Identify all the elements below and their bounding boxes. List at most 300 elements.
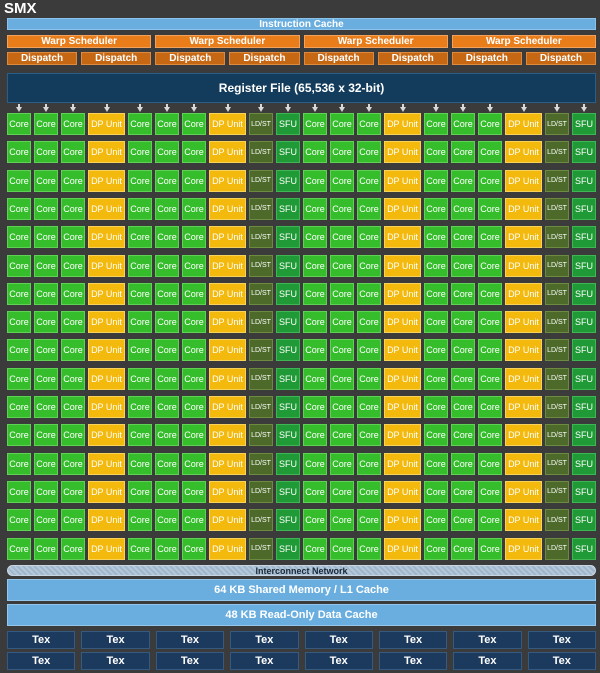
dp-unit-cell: DP Unit <box>209 481 246 503</box>
core-cell: Core <box>424 509 448 531</box>
core-cell: Core <box>330 339 354 361</box>
dp-unit-cell: DP Unit <box>505 226 542 248</box>
core-cell: Core <box>451 509 475 531</box>
core-cell: Core <box>34 453 58 475</box>
sfu-cell: SFU <box>572 283 596 305</box>
dp-unit-cell: DP Unit <box>384 255 421 277</box>
dp-unit-cell: DP Unit <box>209 424 246 446</box>
core-cell: Core <box>128 283 152 305</box>
arrow-head <box>43 107 49 112</box>
sfu-cell: SFU <box>276 170 300 192</box>
dp-unit-cell: DP Unit <box>88 453 125 475</box>
core-cell: Core <box>357 283 381 305</box>
core-cell: Core <box>478 170 502 192</box>
dispatch-unit-7: Dispatch <box>452 52 522 65</box>
core-cell: Core <box>330 170 354 192</box>
tex-unit: Tex <box>230 631 298 649</box>
sfu-cell: SFU <box>276 396 300 418</box>
core-cell: Core <box>128 368 152 390</box>
dp-unit-cell: DP Unit <box>88 368 125 390</box>
arrow-head <box>487 107 493 112</box>
sfu-cell: SFU <box>572 424 596 446</box>
tex-unit: Tex <box>156 652 224 670</box>
core-cell: Core <box>330 481 354 503</box>
core-cell: Core <box>128 113 152 135</box>
core-cell: Core <box>7 141 31 163</box>
down-arrow-icon <box>285 104 291 112</box>
arrow-head <box>104 107 110 112</box>
core-cell: Core <box>424 339 448 361</box>
core-cell: Core <box>182 141 206 163</box>
core-cell: Core <box>330 396 354 418</box>
core-cell: Core <box>451 170 475 192</box>
core-cell: Core <box>424 170 448 192</box>
core-cell: Core <box>7 113 31 135</box>
core-cell: Core <box>34 424 58 446</box>
core-cell: Core <box>155 198 179 220</box>
core-cell: Core <box>182 170 206 192</box>
core-cell: Core <box>155 368 179 390</box>
core-cell: Core <box>182 396 206 418</box>
core-cell: Core <box>7 396 31 418</box>
ldst-cell: LD/ST <box>545 509 569 531</box>
core-cell: Core <box>182 283 206 305</box>
interconnect-network: Interconnect Network <box>7 565 596 576</box>
core-cell: Core <box>424 481 448 503</box>
core-cell: Core <box>357 538 381 560</box>
core-cell: Core <box>303 255 327 277</box>
core-cell: Core <box>155 141 179 163</box>
sfu-cell: SFU <box>572 141 596 163</box>
sfu-cell: SFU <box>276 255 300 277</box>
core-cell: Core <box>7 509 31 531</box>
core-cell: Core <box>330 283 354 305</box>
dp-unit-cell: DP Unit <box>88 113 125 135</box>
core-cell: Core <box>34 396 58 418</box>
core-cell: Core <box>478 339 502 361</box>
core-cell: Core <box>424 396 448 418</box>
core-cell: Core <box>155 339 179 361</box>
ldst-cell: LD/ST <box>545 255 569 277</box>
core-cell: Core <box>424 283 448 305</box>
core-cell: Core <box>7 255 31 277</box>
warp-scheduler-4: Warp Scheduler <box>452 35 596 48</box>
core-cell: Core <box>7 368 31 390</box>
core-cell: Core <box>155 509 179 531</box>
sfu-cell: SFU <box>572 113 596 135</box>
sfu-cell: SFU <box>276 538 300 560</box>
dp-unit-cell: DP Unit <box>88 283 125 305</box>
core-cell: Core <box>478 198 502 220</box>
core-cell: Core <box>303 141 327 163</box>
dp-unit-cell: DP Unit <box>88 255 125 277</box>
instruction-cache: Instruction Cache <box>7 18 596 30</box>
dp-unit-cell: DP Unit <box>384 141 421 163</box>
dp-unit-cell: DP Unit <box>88 339 125 361</box>
tex-unit: Tex <box>156 631 224 649</box>
dp-unit-cell: DP Unit <box>505 170 542 192</box>
sfu-cell: SFU <box>572 226 596 248</box>
tex-unit: Tex <box>379 652 447 670</box>
core-cell: Core <box>61 396 85 418</box>
core-cell: Core <box>451 113 475 135</box>
dp-unit-cell: DP Unit <box>209 283 246 305</box>
ldst-cell: LD/ST <box>249 283 273 305</box>
core-cell: Core <box>7 538 31 560</box>
core-cell: Core <box>61 113 85 135</box>
core-cell: Core <box>182 226 206 248</box>
dp-unit-cell: DP Unit <box>384 481 421 503</box>
sfu-cell: SFU <box>572 453 596 475</box>
warp-scheduler-3: Warp Scheduler <box>304 35 448 48</box>
core-cell: Core <box>424 311 448 333</box>
core-cell: Core <box>303 396 327 418</box>
core-cell: Core <box>478 311 502 333</box>
sfu-cell: SFU <box>572 255 596 277</box>
core-cell: Core <box>478 396 502 418</box>
core-cell: Core <box>330 198 354 220</box>
sfu-cell: SFU <box>572 538 596 560</box>
down-arrow-icon <box>400 104 406 112</box>
core-cell: Core <box>7 170 31 192</box>
ldst-cell: LD/ST <box>545 113 569 135</box>
core-cell: Core <box>155 255 179 277</box>
tex-unit: Tex <box>7 631 75 649</box>
core-cell: Core <box>61 226 85 248</box>
arrow-head <box>285 107 291 112</box>
core-cell: Core <box>303 283 327 305</box>
down-arrow-icon <box>70 104 76 112</box>
ldst-cell: LD/ST <box>545 424 569 446</box>
arrow-head <box>366 107 372 112</box>
arrow-head <box>521 107 527 112</box>
tex-unit: Tex <box>305 631 373 649</box>
sfu-cell: SFU <box>276 198 300 220</box>
core-cell: Core <box>34 226 58 248</box>
core-cell: Core <box>155 396 179 418</box>
sfu-cell: SFU <box>276 311 300 333</box>
core-cell: Core <box>61 141 85 163</box>
dp-unit-cell: DP Unit <box>384 396 421 418</box>
ldst-cell: LD/ST <box>545 368 569 390</box>
dp-unit-cell: DP Unit <box>384 283 421 305</box>
ldst-cell: LD/ST <box>249 453 273 475</box>
sfu-cell: SFU <box>276 509 300 531</box>
dp-unit-cell: DP Unit <box>505 113 542 135</box>
sfu-cell: SFU <box>276 368 300 390</box>
core-cell: Core <box>7 283 31 305</box>
core-cell: Core <box>128 339 152 361</box>
core-cell: Core <box>478 226 502 248</box>
dp-unit-cell: DP Unit <box>88 311 125 333</box>
core-cell: Core <box>478 141 502 163</box>
dp-unit-cell: DP Unit <box>505 141 542 163</box>
core-cell: Core <box>61 453 85 475</box>
core-cell: Core <box>303 113 327 135</box>
core-cell: Core <box>61 368 85 390</box>
core-cell: Core <box>357 453 381 475</box>
core-cell: Core <box>128 453 152 475</box>
down-arrow-icon <box>487 104 493 112</box>
core-cell: Core <box>155 424 179 446</box>
sfu-cell: SFU <box>572 339 596 361</box>
core-cell: Core <box>357 141 381 163</box>
core-cell: Core <box>451 396 475 418</box>
core-cell: Core <box>34 141 58 163</box>
core-cell: Core <box>128 538 152 560</box>
core-cell: Core <box>451 311 475 333</box>
core-cell: Core <box>424 538 448 560</box>
core-cell: Core <box>34 113 58 135</box>
arrow-head <box>554 107 560 112</box>
ldst-cell: LD/ST <box>249 368 273 390</box>
core-cell: Core <box>182 368 206 390</box>
dp-unit-cell: DP Unit <box>209 538 246 560</box>
core-cell: Core <box>357 113 381 135</box>
dp-unit-cell: DP Unit <box>384 339 421 361</box>
core-cell: Core <box>330 113 354 135</box>
core-cell: Core <box>128 255 152 277</box>
dp-unit-cell: DP Unit <box>88 396 125 418</box>
core-cell: Core <box>7 453 31 475</box>
core-cell: Core <box>182 509 206 531</box>
dp-unit-cell: DP Unit <box>384 226 421 248</box>
arrow-head <box>137 107 143 112</box>
core-cell: Core <box>61 255 85 277</box>
core-cell: Core <box>424 141 448 163</box>
core-cell: Core <box>182 453 206 475</box>
core-cell: Core <box>451 453 475 475</box>
tex-unit: Tex <box>528 652 596 670</box>
core-cell: Core <box>61 509 85 531</box>
dp-unit-cell: DP Unit <box>88 481 125 503</box>
warp-scheduler-2: Warp Scheduler <box>155 35 299 48</box>
dp-unit-cell: DP Unit <box>505 396 542 418</box>
readonly-data-cache: 48 KB Read-Only Data Cache <box>7 604 596 626</box>
core-cell: Core <box>34 255 58 277</box>
sfu-cell: SFU <box>276 339 300 361</box>
core-cell: Core <box>478 255 502 277</box>
core-cell: Core <box>34 368 58 390</box>
core-cell: Core <box>7 198 31 220</box>
core-cell: Core <box>451 141 475 163</box>
core-cell: Core <box>357 170 381 192</box>
tex-unit: Tex <box>379 631 447 649</box>
down-arrow-icon <box>164 104 170 112</box>
dispatch-unit-8: Dispatch <box>526 52 596 65</box>
down-arrow-icon <box>16 104 22 112</box>
dp-unit-cell: DP Unit <box>384 311 421 333</box>
core-cell: Core <box>330 538 354 560</box>
dp-unit-cell: DP Unit <box>209 170 246 192</box>
dispatch-unit-1: Dispatch <box>7 52 77 65</box>
ldst-cell: LD/ST <box>545 170 569 192</box>
core-cell: Core <box>7 424 31 446</box>
core-cell: Core <box>451 424 475 446</box>
core-cell: Core <box>357 509 381 531</box>
dp-unit-cell: DP Unit <box>384 509 421 531</box>
ldst-cell: LD/ST <box>545 481 569 503</box>
ldst-cell: LD/ST <box>249 198 273 220</box>
core-cell: Core <box>128 509 152 531</box>
arrow-head <box>581 107 587 112</box>
arrow-head <box>191 107 197 112</box>
core-cell: Core <box>34 481 58 503</box>
core-cell: Core <box>303 339 327 361</box>
ldst-cell: LD/ST <box>249 170 273 192</box>
core-cell: Core <box>478 509 502 531</box>
core-cell: Core <box>34 311 58 333</box>
core-cell: Core <box>424 113 448 135</box>
core-cell: Core <box>303 453 327 475</box>
core-cell: Core <box>155 170 179 192</box>
core-cell: Core <box>182 538 206 560</box>
core-cell: Core <box>155 283 179 305</box>
dp-unit-cell: DP Unit <box>505 368 542 390</box>
dp-unit-cell: DP Unit <box>88 424 125 446</box>
core-cell: Core <box>61 283 85 305</box>
arrow-head <box>164 107 170 112</box>
arrow-head <box>460 107 466 112</box>
arrow-head <box>312 107 318 112</box>
core-cell: Core <box>155 311 179 333</box>
arrow-head <box>16 107 22 112</box>
core-cell: Core <box>182 198 206 220</box>
dp-unit-cell: DP Unit <box>384 170 421 192</box>
dispatch-unit-4: Dispatch <box>229 52 299 65</box>
dp-unit-cell: DP Unit <box>384 113 421 135</box>
warp-scheduler-1: Warp Scheduler <box>7 35 151 48</box>
dp-unit-cell: DP Unit <box>384 424 421 446</box>
core-cell: Core <box>34 170 58 192</box>
tex-unit: Tex <box>230 652 298 670</box>
dp-unit-cell: DP Unit <box>384 198 421 220</box>
core-cell: Core <box>330 509 354 531</box>
core-cell: Core <box>128 141 152 163</box>
sfu-cell: SFU <box>276 424 300 446</box>
core-cell: Core <box>424 424 448 446</box>
dp-unit-cell: DP Unit <box>505 255 542 277</box>
core-cell: Core <box>303 198 327 220</box>
sfu-cell: SFU <box>276 113 300 135</box>
ldst-cell: LD/ST <box>545 141 569 163</box>
dp-unit-cell: DP Unit <box>209 113 246 135</box>
sfu-cell: SFU <box>572 509 596 531</box>
dp-unit-cell: DP Unit <box>209 198 246 220</box>
tex-unit: Tex <box>81 631 149 649</box>
sfu-cell: SFU <box>572 198 596 220</box>
dp-unit-cell: DP Unit <box>505 453 542 475</box>
core-cell: Core <box>303 170 327 192</box>
ldst-cell: LD/ST <box>249 509 273 531</box>
core-cell: Core <box>61 424 85 446</box>
sfu-cell: SFU <box>572 481 596 503</box>
sfu-cell: SFU <box>572 396 596 418</box>
core-cell: Core <box>357 255 381 277</box>
core-cell: Core <box>478 453 502 475</box>
shared-memory-l1-cache: 64 KB Shared Memory / L1 Cache <box>7 579 596 601</box>
core-cell: Core <box>330 424 354 446</box>
core-cell: Core <box>357 368 381 390</box>
down-arrow-icon <box>339 104 345 112</box>
core-cell: Core <box>424 368 448 390</box>
core-cell: Core <box>155 226 179 248</box>
core-cell: Core <box>128 198 152 220</box>
dp-unit-cell: DP Unit <box>88 509 125 531</box>
core-cell: Core <box>424 453 448 475</box>
core-cell: Core <box>61 481 85 503</box>
core-cell: Core <box>7 339 31 361</box>
core-cell: Core <box>34 198 58 220</box>
core-cell: Core <box>357 339 381 361</box>
down-arrow-icon <box>581 104 587 112</box>
core-cell: Core <box>182 481 206 503</box>
core-cell: Core <box>34 538 58 560</box>
core-cell: Core <box>34 339 58 361</box>
core-cell: Core <box>424 226 448 248</box>
core-cell: Core <box>357 396 381 418</box>
smx-title: SMX <box>4 0 37 17</box>
dp-unit-cell: DP Unit <box>209 141 246 163</box>
core-cell: Core <box>128 424 152 446</box>
core-cell: Core <box>61 339 85 361</box>
core-cell: Core <box>7 226 31 248</box>
core-cell: Core <box>478 424 502 446</box>
down-arrow-icon <box>104 104 110 112</box>
dispatch-unit-5: Dispatch <box>304 52 374 65</box>
core-cell: Core <box>330 311 354 333</box>
sfu-cell: SFU <box>276 283 300 305</box>
core-cell: Core <box>61 538 85 560</box>
ldst-cell: LD/ST <box>249 255 273 277</box>
core-cell: Core <box>478 538 502 560</box>
core-cell: Core <box>155 113 179 135</box>
dispatch-unit-3: Dispatch <box>155 52 225 65</box>
ldst-cell: LD/ST <box>249 311 273 333</box>
dp-unit-cell: DP Unit <box>209 255 246 277</box>
core-cell: Core <box>303 538 327 560</box>
core-cell: Core <box>128 170 152 192</box>
core-cell: Core <box>451 283 475 305</box>
core-cell: Core <box>424 198 448 220</box>
core-cell: Core <box>330 368 354 390</box>
core-cell: Core <box>182 339 206 361</box>
core-cell: Core <box>451 226 475 248</box>
ldst-cell: LD/ST <box>249 339 273 361</box>
down-arrow-icon <box>43 104 49 112</box>
dp-unit-cell: DP Unit <box>88 141 125 163</box>
ldst-cell: LD/ST <box>249 226 273 248</box>
core-cell: Core <box>330 453 354 475</box>
arrow-head <box>225 107 231 112</box>
ldst-cell: LD/ST <box>249 481 273 503</box>
core-cell: Core <box>303 509 327 531</box>
sfu-cell: SFU <box>276 226 300 248</box>
core-cell: Core <box>61 170 85 192</box>
dp-unit-cell: DP Unit <box>209 339 246 361</box>
core-cell: Core <box>303 311 327 333</box>
dp-unit-cell: DP Unit <box>505 283 542 305</box>
core-cell: Core <box>478 113 502 135</box>
core-cell: Core <box>34 509 58 531</box>
core-cell: Core <box>128 396 152 418</box>
ldst-cell: LD/ST <box>545 311 569 333</box>
down-arrow-icon <box>137 104 143 112</box>
ldst-cell: LD/ST <box>545 226 569 248</box>
core-cell: Core <box>478 283 502 305</box>
core-cell: Core <box>478 481 502 503</box>
core-cell: Core <box>451 538 475 560</box>
